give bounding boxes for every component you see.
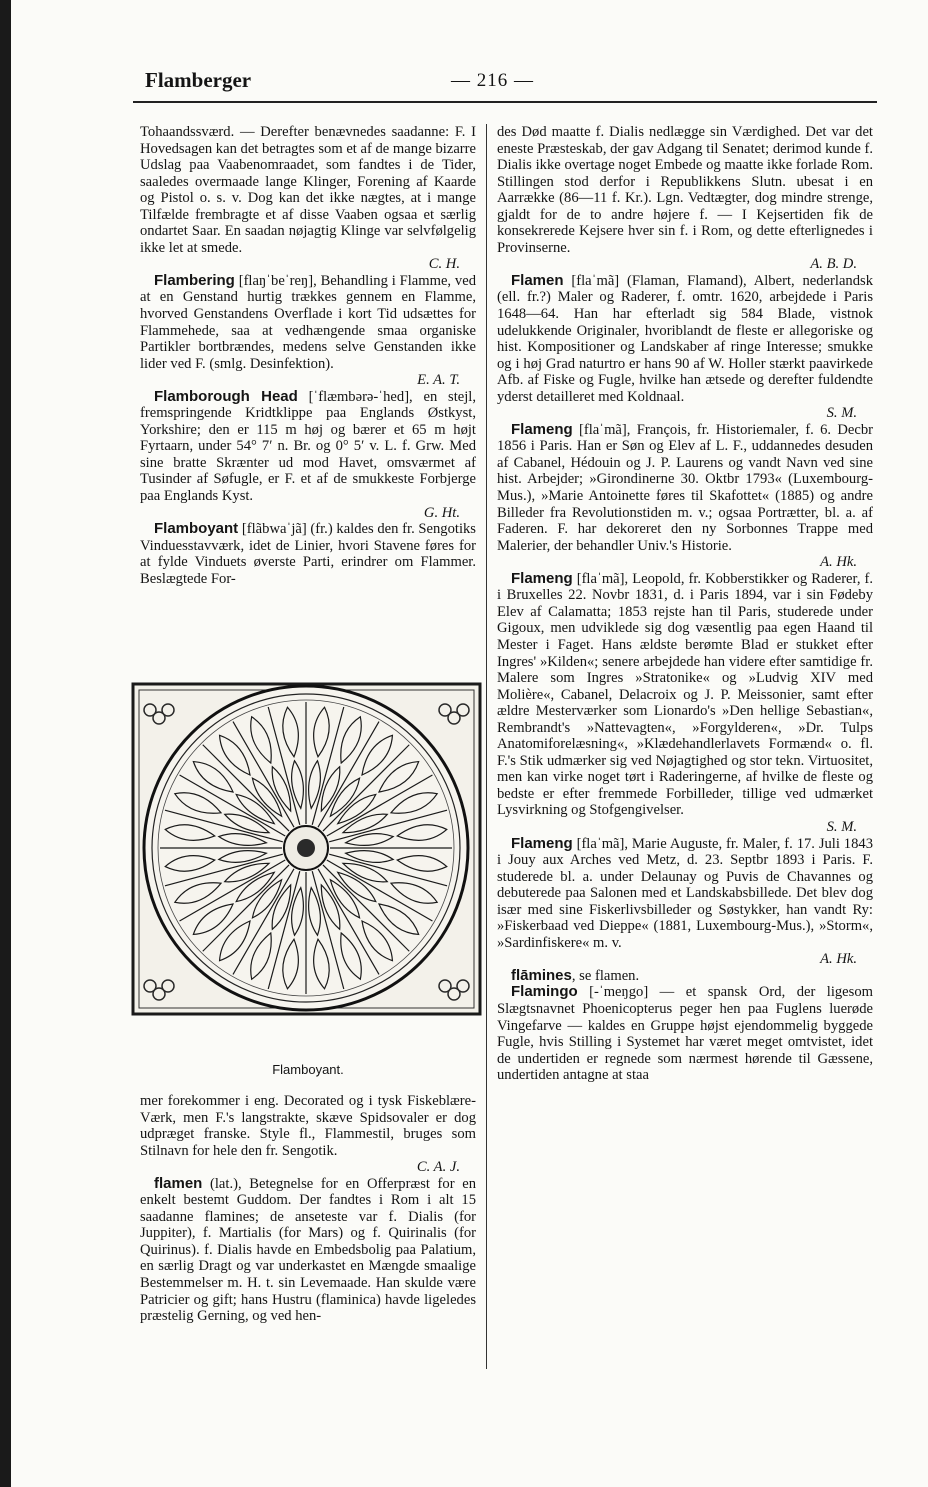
entry-continuation bbox=[497, 124, 873, 273]
dictionary-entry bbox=[497, 422, 873, 571]
entry-headword: flamen bbox=[154, 1174, 203, 1192]
dictionary-entry bbox=[497, 273, 873, 422]
entry-headword: Flamen bbox=[511, 271, 564, 289]
entry-text: mer forekommer i eng. Decorated og i tysk Fiskeblære-Værk, men F.'s langstrakte, skæve Spidsovaler er dog udpræget franske. Style fl., Flammestil, bruges som Stilnavn for hele den fr. Sengotik. bbox=[140, 1093, 476, 1159]
author-signature: G. Ht. bbox=[423, 504, 460, 521]
dictionary-entry bbox=[140, 521, 476, 587]
dictionary-entry bbox=[497, 968, 873, 985]
rose-window-figure bbox=[129, 682, 484, 1018]
entry-headword: Flameng bbox=[511, 834, 573, 852]
figure-caption: Flamboyant. bbox=[272, 1062, 344, 1077]
entry-text: [flaˈmã], Leopold, fr. Kobberstikker og Raderer, f. i Bruxelles 22. Novbr 1831, d. i Paris 1894, var i sin Fødeby Elev af Calamatta; 1853 rejste han til Paris, studerede under Gigoux, men udviklede sig dog væsentlig paa egen Haand til Mester i Faget. Hans ældste berømte Blad er stukket efter Ingres' »Kilden«; senere arbejdede han videre efter samtidige fr. Malere som Ingres »Stratonike« og »Ludvig XIV med Molière«, Cabanel, Delacroix og J. P. Meissonier, samt efter ældre Mesterværker som Lionardo's »Den hellige Sebastian«, Rembrandt's »Nattevagten«, »Forgylderen«, »Dr. Tulps Anatomiforelæsning«, »Klædehandlerlavets Formænd« o. fl. F.'s Stik udmærker sig ved Nøjagtighed og stor tekn. Virtuositet, men kan virke noget tørt i Raderingerne, af hvilke de fleste og bedste er efter fremmede Forbilleder, tillige ved udmærket Lysvirkning og Stofgengivelser. bbox=[497, 570, 873, 819]
author-signature: S. M. bbox=[826, 405, 857, 422]
entry-text: (lat.), Betegnelse for en Offerpræst for en enkelt bestemt Guddom. Der fandtes i Rom i alt 15 saadanne flamines; de anseteste var f. Dialis (for Juppiter), f. Martialis (for Mars) og f. Quirinalis (for Quirinus). f. Dialis havde en Embedsbolig paa Palatium, en særlig Dragt og var underkastet en Mængde smaalige Bestemmelser m. H. t. sin Levemaade. Han skulde være Patricier og gift; hans Hustru (flaminica) havde ligeledes præstelig Gerning, og ved hen- bbox=[140, 1175, 476, 1325]
entry-headword: Flambering bbox=[154, 271, 235, 289]
dictionary-entry bbox=[140, 389, 476, 521]
entry-text: [ˈflæmbərə-ˈhed], en stejl, fremspringende Kridtklippe paa Englands Østkyst, Yorkshire; den er 115 m høj og bærer et 65 m højt Fyrtaarn, under 54° 7′ n. Br. og 0° 5′ v. L. f. Grw. Med sine bratte Skrænter ud mod Havet, omsværmet af Tusinder af Søfugle, er F. et af de smukkeste Forbjerge paa Englands Kyst. bbox=[140, 388, 476, 505]
entry-continuation bbox=[140, 124, 476, 273]
entry-text: [-ˈmeŋgo] — et spansk Ord, der ligesom Slægtsnavnet Phoenicopterus peger hen paa Fuglens luerøde Vingefarve — kaldes en Gruppe højst ejendommelig byggede Fugle, hvis Stilling i Systemet har været meget omtvistet, idet de undertiden er regnede som nærmest hørende til Gæssene, undertiden antagne at staa bbox=[497, 984, 873, 1084]
entry-text: des Død maatte f. Dialis nedlægge sin Værdighed. Det var det eneste Præsteskab, der gav Adgang til Senatet; derimod kunde f. Dialis ikke overtage noget Embede og maatte ikke forlade Rom. Stillingen stod derfor i Republikkens Slutn. ubesat i en Aarrække (86—11 f. Kr.). Lgn. Vedtægter, dog mindre strenge, gjaldt for de to andre højere f. — I Kejsertiden fik de konsekrerede Kejsere hver sin f. i Rom, og dette efterlignedes i Provinserne. bbox=[497, 124, 873, 256]
author-signature: C. H. bbox=[428, 256, 460, 273]
dictionary-entry bbox=[140, 1176, 476, 1325]
dictionary-entry bbox=[140, 273, 476, 389]
page-header bbox=[133, 68, 877, 98]
author-signature: S. M. bbox=[826, 818, 857, 835]
dictionary-entry bbox=[497, 836, 873, 968]
column-rule bbox=[486, 124, 487, 1369]
entry-continuation bbox=[140, 1093, 476, 1176]
right-column bbox=[497, 124, 873, 1084]
author-signature: A. Hk. bbox=[820, 554, 857, 571]
entry-headword: flāmines bbox=[511, 966, 572, 984]
entry-text: , se flamen. bbox=[571, 967, 640, 984]
author-signature: A. Hk. bbox=[820, 951, 857, 968]
entry-text: [flaŋˈbeˈreŋ], Behandling i Flamme, ved at en Genstand hurtig trækkes gennem en Flamme, hvorved Genstandens Overflade i kort Tid udsættes for Flammehede, saa at vedhængende smaa organiske Partikler bortbrændes, medens selve Genstanden ikke lider ved F. (smlg. Desinfektion). bbox=[140, 272, 476, 372]
entry-headword: Flamingo bbox=[511, 983, 578, 1001]
entry-text: [flaˈmã] (Flaman, Flamand), Albert, nederlandsk (ell. fr.?) Maler og Raderer, f. omtr. 1620, arbejdede i Paris 1648—64. Han har efterladt sig 584 Blade, vistnok udelukkende Originaler, hvoriblandt de fleste er allegoriske og hist. Kompositioner og Landskaber af ringe Interesse; smukke og i høj Grad naturtro er hans 90 af W. Holler stærkt paavirkede Afb. af Fiske og Fugle, hvilke han ætsede og derefter fuldendte yderst detailleret med Koldnaal. bbox=[497, 272, 873, 405]
rose-window-icon bbox=[129, 682, 484, 1018]
entry-headword: Flamboyant bbox=[154, 520, 239, 538]
author-signature: C. A. J. bbox=[416, 1159, 460, 1176]
author-signature: A. B. D. bbox=[810, 256, 857, 273]
header-rule bbox=[133, 101, 877, 103]
entry-text: Tohaandssværd. — Derefter benævnedes saadanne: F. I Hovedsagen kan det betragtes som et af de mange bizarre Udslag paa Vaabenomraadet, som fandtes i de Tider, saaledes overmaade lange Klinger, Forening af Kaarde og Pistol o. s. v. Dog kan det ikke nægtes, at i mange Tilfælde frembragte et af disse Vaaben ogsaa et særlig ondartet Saar. En saadan nøjagtig Klinge var selvfølgelig ikke let at smede. bbox=[140, 124, 476, 256]
entry-text: [flaˈmã], François, fr. Historiemaler, f. 6. Decbr 1856 i Paris. Han er Søn og Elev af L. F., uddannedes desuden af Cabanel, Hédouin og J. P. Laurens og vandt Navn ved sine hist. Arbejder; »Girondinerne 30. Oktbr 1793« (Luxembourg-Mus.), »Marie Antoinette føres til Skafottet« (1885) og andre Billeder fra Revolutionstiden m. v.; ogsaa Portrætter, bl. a. af Faderen. F. har dekoreret den ny Sorbonnes Trappe med Malerier, der behandler Univ.'s Historie. bbox=[497, 421, 873, 554]
guide-word: Flamberger bbox=[145, 68, 252, 92]
author-signature: E. A. T. bbox=[417, 372, 460, 389]
entry-headword: Flameng bbox=[511, 420, 573, 438]
left-column-top bbox=[140, 124, 476, 587]
left-column-bottom bbox=[140, 1093, 476, 1325]
entry-text: [flãbwaˈjã] (fr.) kaldes den fr. Sengotiks Vinduesstavværk, idet de Linier, hvori Stavene føres for at fylde Vinduets øverste Parti, erindrer om Flammer. Beslægtede For- bbox=[140, 521, 476, 587]
entry-text: [flaˈmã], Marie Auguste, fr. Maler, f. 17. Juli 1843 i Jouy aux Arches ved Metz, d. 23. Septbr 1893 i Paris. F. studerede bl. a. under Delaunay og Puvis de Chavannes og debuterede paa Salonen med et Landskabsbillede. Det blev dog især med sine Fiskerlivsbilleder og Søstykker, han vandt Ry: »Fiskerbaad ved Dieppe« (1881, Luxembourg-Mus.), »Storm«, »Sardinfiskere« m. v. bbox=[497, 835, 873, 951]
page-number: — 216 — bbox=[451, 70, 534, 91]
entry-headword: Flamborough Head bbox=[154, 387, 298, 405]
dictionary-entry bbox=[497, 571, 873, 836]
entry-headword: Flameng bbox=[511, 569, 573, 587]
dictionary-entry bbox=[497, 984, 873, 1083]
scan-edge bbox=[0, 0, 11, 1487]
